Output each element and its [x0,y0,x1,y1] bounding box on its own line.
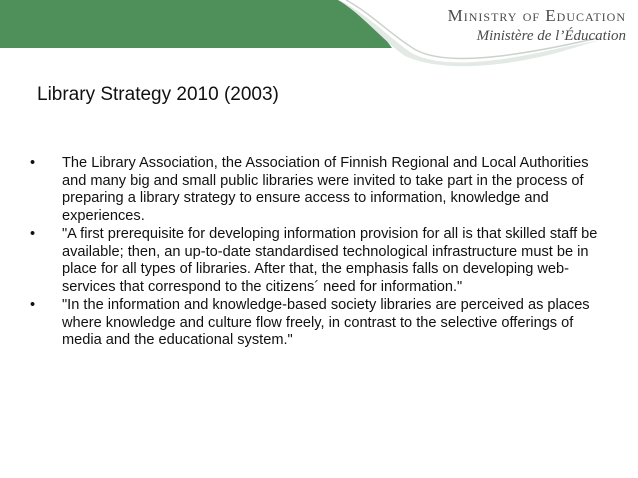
bullet-item [30,226,600,296]
bullet-text: "In the information and knowledge-based society libraries are perceived as places where knowledge and culture flow freely, in contrast to the selective offerings of media and the educational system." [62,297,590,348]
ministry-name-en: Ministry of Education [447,6,626,25]
bullet-dot: • [30,155,36,171]
bullet-item [30,155,600,225]
bullet-item [30,297,600,350]
bullet-list [30,155,600,350]
bullet-text: "A first prerequisite for developing information provision for all is that skilled staff be available; then, an up-to-date standardised technological infrastructure must be in place for all types of libraries. After that, the emphasis falls on developing web-services that correspond to the citizens´ need for information." [62,226,598,295]
bullet-dot: • [30,297,36,313]
header-green-band [0,0,392,48]
bullet-text: The Library Association, the Association of Finnish Regional and Local Authorities and many big and small public libraries were invited to take part in the process of preparing a library strategy to ensure access to information, knowledge and experiences. [62,155,589,224]
ministry-name-fr: Ministère de l’Éducation [476,28,626,44]
slide-title: Library Strategy 2010 (2003) [37,84,279,105]
ministry-logo-text [448,6,626,45]
bullet-dot: • [30,226,36,242]
